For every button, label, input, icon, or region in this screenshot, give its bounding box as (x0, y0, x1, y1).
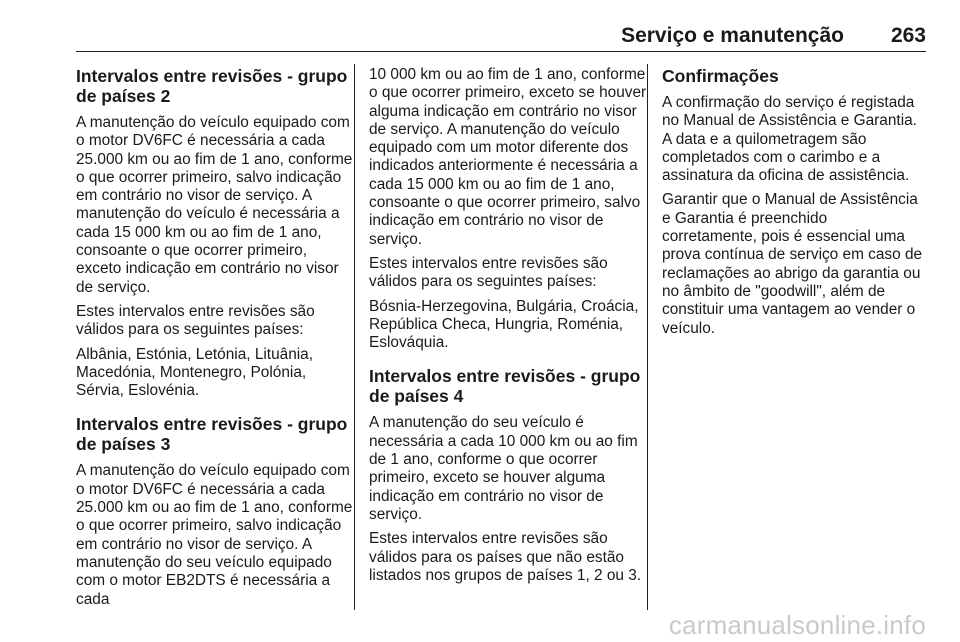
column-2 (369, 66, 647, 591)
section-heading-group-4: Intervalos entre revisões - grupo de países 4 (369, 366, 641, 407)
paragraph: Estes intervalos entre revisões são válidos para os países que não estão listados nos grupos de países 1, 2 ou 3. (369, 530, 642, 584)
paragraph: Estes intervalos entre revisões são válidos para os seguintes países: (369, 254, 608, 291)
paragraph: A manutenção do seu veículo é necessária a cada 10 000 km ou ao fim de 1 ano, conforme o que ocorrer primeiro, exceto se houver alguma indicação em contrário no visor de serviço. (369, 414, 638, 523)
column-divider-2 (647, 64, 648, 610)
watermark: carmanualsonline.info (668, 610, 926, 640)
paragraph: A manutenção do veículo equipado com o motor DV6FC é necessária a cada 25.000 km ou ao fim de 1 ano, conforme o que ocorrer primeiro, salvo indicação em contrário no visor de serviço. A manutenção do veículo é necessária a cada 15 000 km ou ao fim de 1 ano, consoante o que ocorrer primeiro, exceto indicação em contrário no visor de serviço. (76, 114, 353, 296)
section-heading-group-3: Intervalos entre revisões - grupo de países 3 (76, 414, 348, 455)
section-heading-group-2: Intervalos entre revisões - grupo de países 2 (76, 66, 348, 106)
page-title: Serviço e manutenção (621, 24, 844, 47)
paragraph: Estes intervalos entre revisões são válidos para os seguintes países: (76, 302, 315, 339)
paragraph: A manutenção do veículo equipado com o motor DV6FC é necessária a cada 25.000 km ou ao fim de 1 ano, conforme o que ocorrer primeiro, salvo indicação em contrário no visor de serviço. A manutenção do seu veículo equipado com o motor EB2DTS é necessária a cada (76, 462, 353, 608)
paragraph: Garantir que o Manual de Assistência e Garantia é preenchido corretamente, pois é essencial uma prova contínua de serviço em caso de reclamações ao abrigo da garantia ou no âmbito de "goodwill", além de constituir uma vantagem ao vender o veículo. (662, 191, 923, 337)
header-divider (76, 51, 926, 52)
section-heading-confirmations: Confirmações (662, 66, 779, 86)
paragraph: 10 000 km ou ao fim de 1 ano, conforme o que ocorrer primeiro, exceto se houver alguma indicação em contrário no visor de serviço. A manutenção do veículo equipado com um motor diferente dos indicados anteriormente é necessária a cada 15 000 km ou ao fim de 1 ano, consoante o que ocorrer primeiro, salvo indicação em contrário no visor de serviço. (369, 66, 647, 248)
column-1 (76, 66, 354, 615)
page-header (76, 0, 926, 52)
column-divider-1 (354, 64, 355, 610)
paragraph: Albânia, Estónia, Letónia, Lituânia, Macedónia, Montenegro, Polónia, Sérvia, Eslovénia. (76, 345, 314, 400)
column-3 (662, 66, 926, 344)
paragraph: Bósnia-Herzegovina, Bulgária, Croácia, República Checa, Hungria, Roménia, Eslováquia. (369, 297, 639, 352)
paragraph: A confirmação do serviço é registada no Manual de Assistência e Garantia. A data e a quilometragem são completados com o carimbo e a assinatura da oficina de assistência. (662, 94, 917, 185)
page-number: 263 (890, 24, 926, 47)
